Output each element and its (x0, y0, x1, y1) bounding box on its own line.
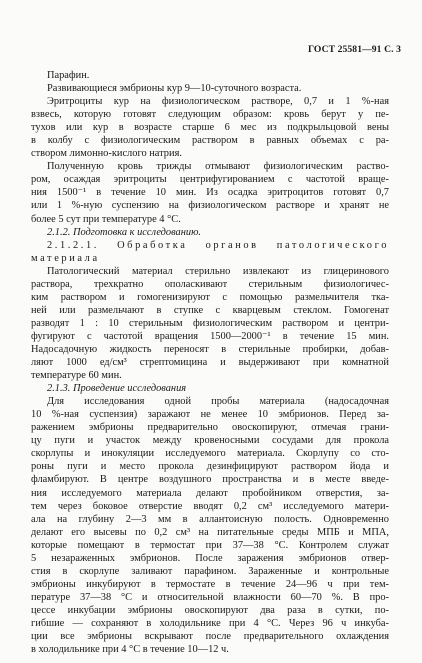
text-line: 2.1.3. Проведение исследования (47, 383, 187, 395)
text-line: Полученную кровь трижды отмывают физиологическим раство- (47, 161, 389, 173)
text-line: Патологический материал стерильно извлекают из глицеринового (47, 265, 389, 277)
text-line: ния исследуемого материала делают пробойником отверстия, за- (31, 487, 389, 499)
text-line: Для исследования одной пробы материала (надосадочная (47, 396, 389, 408)
text-line: ала на глубину 2—3 мм в аллантоисную полость. Одновременно (31, 513, 389, 525)
text-line: фугируют с частотой вращения 1500—2000⁻¹ в течение 15 мин. (31, 330, 389, 342)
text-line: ния 1500⁻¹ в течение 10 мин. Из осадка эритроцитов готовят 0,7 (31, 187, 389, 199)
text-line: фламбируют. В центре воздушного пространства и в месте введе- (31, 474, 389, 486)
text-line: 2.1.2.1. Обработка органов патологического (47, 239, 389, 251)
text-line: ром, осаждая эритроциты центрифугированием с частотой враще- (31, 174, 389, 186)
text-line: Парафин. (47, 70, 90, 81)
page-header: ГОСТ 25581—91 С. 3 (307, 44, 401, 55)
text-line: температуре 60 мин. (31, 370, 122, 382)
text-line: материала (31, 252, 100, 264)
text-line: раствора, трехкратно ополаскивают стерильным физиологичес- (31, 278, 389, 290)
text-line: 10 %-ная суспензия) заражают не менее 10 эмбрионов. Перед за- (31, 409, 389, 421)
text-line: взвесь, которую готовят следующим образом: кровь берут у пе- (31, 109, 389, 121)
text-line: 2.1.2. Подготовка к исследованию. (47, 226, 202, 238)
text-line: Надосадочную жидкость переносят в стерильные пробирки, добав- (31, 343, 389, 355)
text-line: роны пуги и место прокола дезинфицируют раствором йода и (31, 461, 389, 473)
text-line: более 5 сут при температуре 4 °С. (31, 213, 181, 225)
text-line: ции все эмбрионы вскрывают после предварительного охлаждения (31, 631, 389, 643)
text-line: в колбу с физиологическим раствором в равных объемах с ра- (31, 135, 389, 147)
text-line: ражением эмбрионы предварительно овоскопируют, отмечая грани- (31, 422, 389, 434)
text-line: тухов или кур в возрасте старше 6 мес из подкрыльцовой вены (31, 122, 389, 134)
text-line: гибшие — сохраняют в холодильнике при 4 °С. Через 96 ч инкуба- (31, 617, 389, 629)
text-line: ляют 1000 ед/см³ стрептомицина и выдерживают при комнатной (31, 357, 389, 369)
text-line: разводят 1 : 10 стерильным физиологическим раствором и центри- (31, 317, 389, 329)
text-line: скорлупы и инокуляции исследуемого материала. Скорлупу со сто- (31, 448, 389, 460)
text-line: или 1 %-ную суспензию на физиологическом растворе и хранят не (31, 200, 389, 212)
text-line: Эритроциты кур на физиологическом растворе, 0,7 и 1 %-ная (47, 96, 389, 108)
text-line: стия в скорлупе заливают парафином. Зараженные и контрольные (31, 565, 389, 577)
text-line: ней или размельчают в ступке с кварцевым стеклом. Гомогенат (31, 304, 389, 316)
text-line: тем через боковое отверстие вводят 0,2 см³ исследуемого матери- (31, 500, 389, 512)
text-line: в холодильнике при 4 °С в течение 10—12 ч. (31, 644, 229, 656)
text-line: цу пуги и участок между кровеносными сосудами для прокола (31, 435, 389, 447)
text-line: которые помещают в термостат при 37—38 °С. Контролем служат (31, 539, 389, 551)
text-line: пературе 37—38 °С и относительной влажности 60—70 %. В про- (31, 591, 389, 603)
text-line: 5 незараженных эмбрионов. После заражения эмбрионов отвер- (31, 552, 389, 564)
text-line: ким раствором и гомогенизируют с помощью размельчителя тка- (31, 291, 389, 303)
text-line: делают его высевы по 0,2 см³ на питательные среды МПБ и МПА, (31, 526, 389, 538)
text-line: цессе инкубации эмбрионы овоскопируют два раза в сутки, по- (31, 604, 389, 616)
document-body (31, 69, 389, 656)
text-line: Развивающиеся эмбрионы кур 9—10-суточного возраста. (47, 83, 302, 95)
text-line: эмбрионы инкубируют в термостате в течение 24—96 ч при тем- (31, 578, 389, 590)
text-line: створом лимонно-кислого натрия. (31, 148, 182, 160)
